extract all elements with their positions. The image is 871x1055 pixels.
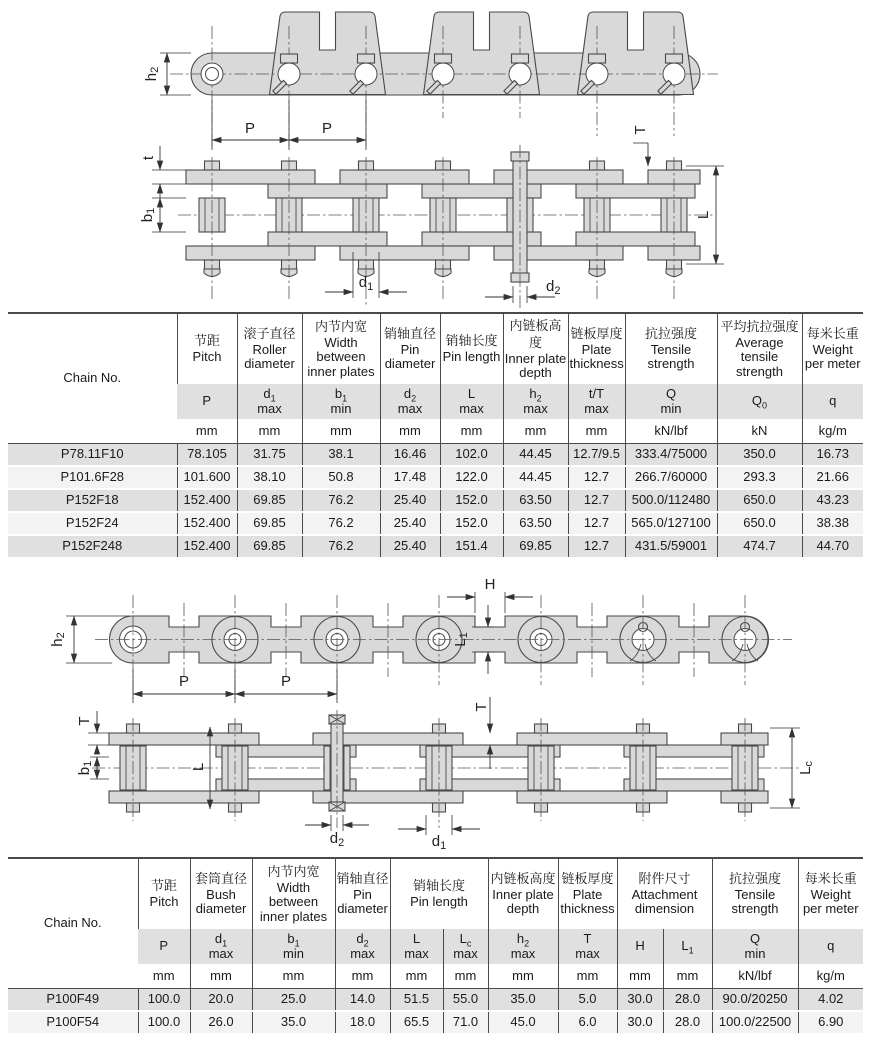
col-header (558, 858, 617, 929)
table-row (8, 989, 863, 1012)
dim-label-t: t (139, 155, 157, 161)
value-cell: 350.0 (717, 444, 802, 467)
value-cell: 28.0 (663, 989, 712, 1012)
col-symbol: q (802, 384, 863, 419)
col-header-zh: 每米长重 (806, 326, 859, 342)
col-unit: kN (717, 419, 802, 444)
spec-table-2 (8, 857, 863, 1035)
col-unit: mm (252, 964, 335, 989)
chain-no-cell: P101.6F28 (8, 466, 177, 489)
col-header-en: Plate thickness (569, 342, 624, 372)
col-header-en: Average tensile strength (735, 335, 784, 379)
col-header-en: Attachment dimension (631, 887, 698, 917)
col-symbol: t/T max (568, 384, 625, 419)
col-symbol: $d_1$ max (237, 384, 302, 419)
col-unit: mm (390, 964, 443, 989)
col-symbol: H (617, 929, 663, 964)
col-header-en: Pin length (410, 894, 468, 910)
value-cell: 43.23 (802, 489, 863, 512)
col-header (335, 858, 390, 929)
dim-label-L: L (189, 762, 207, 772)
col-header (302, 313, 380, 384)
value-cell: 16.46 (380, 444, 440, 467)
value-cell: 76.2 (302, 489, 380, 512)
col-header (617, 858, 712, 929)
value-cell: 500.0/112480 (625, 489, 717, 512)
chain-no-cell: P78.11F10 (8, 444, 177, 467)
table-row (8, 535, 863, 558)
value-cell: 152.0 (440, 512, 503, 535)
col-header-chain-no: Chain No. (8, 858, 138, 989)
value-cell: 152.0 (440, 489, 503, 512)
col-symbol: $Q_0$ (717, 384, 802, 419)
value-cell: 14.0 (335, 989, 390, 1012)
value-cell: 63.50 (503, 489, 568, 512)
value-cell: 31.75 (237, 444, 302, 467)
col-header-en: Pin diameter (384, 342, 436, 372)
col-symbol: Q min (625, 384, 717, 419)
col-unit: kg/m (802, 419, 863, 444)
value-cell: 25.40 (380, 535, 440, 558)
col-header-zh: 滚子直径 (243, 326, 296, 342)
value-cell: 122.0 (440, 466, 503, 489)
value-cell: 71.0 (443, 1011, 488, 1034)
value-cell: 101.600 (177, 466, 237, 489)
value-cell: 38.38 (802, 512, 863, 535)
value-cell: 63.50 (503, 512, 568, 535)
col-symbol: $b_1$ min (252, 929, 335, 964)
col-unit: mm (568, 419, 625, 444)
col-unit: mm (335, 964, 390, 989)
value-cell: 12.7 (568, 466, 625, 489)
value-cell: 152.400 (177, 489, 237, 512)
value-cell: 25.0 (252, 989, 335, 1012)
dim-T-mid (473, 697, 490, 769)
dim-pitch-2 (133, 669, 337, 703)
col-unit: mm (488, 964, 558, 989)
col-header-zh: 销轴直径 (336, 871, 389, 887)
value-cell: 12.7/9.5 (568, 444, 625, 467)
value-cell: 26.0 (190, 1011, 252, 1034)
dim-label-p2: P (321, 120, 333, 137)
dim-label-H: H (484, 576, 496, 593)
value-cell: 6.0 (558, 1011, 617, 1034)
col-header (568, 313, 625, 384)
col-symbol: $b_1$ min (302, 384, 380, 419)
value-cell: 474.7 (717, 535, 802, 558)
col-header-zh: 内链板高度 (509, 317, 562, 350)
dim-label-T: T (75, 716, 93, 726)
plan-view-plates (178, 170, 714, 260)
col-unit: mm (302, 419, 380, 444)
dim-label-p1: P (244, 120, 256, 137)
value-cell: 51.5 (390, 989, 443, 1012)
table-row (8, 512, 863, 535)
col-header-chain-no: Chain No. (8, 313, 177, 444)
chain-no-cell: P152F24 (8, 512, 177, 535)
table-row (8, 466, 863, 489)
value-cell: 69.85 (237, 535, 302, 558)
col-symbol: $L_1$ (663, 929, 712, 964)
col-header (440, 313, 503, 384)
dim-label-L: L (694, 210, 712, 220)
col-header (625, 313, 717, 384)
col-header (488, 858, 558, 929)
value-cell: 650.0 (717, 512, 802, 535)
col-header-zh: 销轴直径 (383, 326, 436, 342)
col-header-en: Pin length (442, 349, 501, 365)
col-header (798, 858, 863, 929)
value-cell: 100.0 (138, 1011, 190, 1034)
dim-label-L1: $L_1$ (451, 632, 470, 647)
table1-body (8, 444, 863, 559)
col-header-en: Roller diameter (244, 342, 295, 372)
table-row (8, 1011, 863, 1034)
dim-T-left (76, 711, 109, 752)
chain-no-cell: P152F248 (8, 535, 177, 558)
col-header (802, 313, 863, 384)
attachment-chain-diagram-1 (0, 0, 871, 312)
value-cell: 100.0 (138, 989, 190, 1012)
value-cell: 152.400 (177, 512, 237, 535)
header-name-row (8, 858, 863, 929)
value-cell: 17.48 (380, 466, 440, 489)
dim-label-T: T (631, 125, 649, 135)
col-symbol: Q min (712, 929, 798, 964)
col-symbol: q (798, 929, 863, 964)
col-header-en: Width between inner plates (259, 880, 328, 924)
dim-label-h2: $h_2$ (142, 66, 161, 82)
value-cell: 38.1 (302, 444, 380, 467)
col-header (177, 313, 237, 384)
value-cell: 431.5/59001 (625, 535, 717, 558)
col-header-en: Width between inner plates (307, 335, 375, 379)
col-header (237, 313, 302, 384)
col-symbol: $h_2$ max (488, 929, 558, 964)
value-cell: 5.0 (558, 989, 617, 1012)
value-cell: 45.0 (488, 1011, 558, 1034)
col-unit: kN/lbf (625, 419, 717, 444)
col-header-zh: 每米长重 (804, 871, 857, 887)
chain-no-cell: P152F18 (8, 489, 177, 512)
value-cell: 100.0/22500 (712, 1011, 798, 1034)
col-header (252, 858, 335, 929)
value-cell: 90.0/20250 (712, 989, 798, 1012)
col-header-en: Weight per meter (804, 342, 861, 372)
col-header-en: Plate thickness (560, 887, 615, 917)
dim-t (140, 146, 186, 208)
col-header (712, 858, 798, 929)
value-cell: 78.105 (177, 444, 237, 467)
table-row (8, 489, 863, 512)
table2-body (8, 989, 863, 1035)
dim-label-d2: $d_2$ (329, 830, 345, 849)
header-name-row (8, 313, 863, 384)
col-header-zh: 内节内宽 (314, 319, 367, 335)
col-header-zh: 平均抗拉强度 (720, 319, 799, 335)
value-cell: 69.85 (237, 512, 302, 535)
dim-label-Lc: $L_c$ (796, 761, 815, 775)
table-row (8, 444, 863, 467)
dim-label-d2: $d_2$ (546, 278, 561, 297)
value-cell: 25.40 (380, 512, 440, 535)
col-header-en: Tensile strength (647, 342, 695, 372)
col-header (190, 858, 252, 929)
value-cell: 55.0 (443, 989, 488, 1012)
value-cell: 102.0 (440, 444, 503, 467)
value-cell: 76.2 (302, 535, 380, 558)
col-header-en: Pin diameter (337, 887, 388, 917)
value-cell: 266.7/60000 (625, 466, 717, 489)
col-header-zh: 抗拉强度 (729, 871, 782, 887)
col-header (717, 313, 802, 384)
col-header-zh: 销轴长度 (413, 878, 466, 894)
col-header-en: Inner plate depth (492, 887, 554, 917)
value-cell: 44.45 (503, 444, 568, 467)
value-cell: 65.5 (390, 1011, 443, 1034)
col-symbol: $L_c$ max (443, 929, 488, 964)
dim-label-b1: $b_1$ (75, 760, 94, 776)
col-header-zh: 节距 (193, 333, 220, 349)
col-header-zh: 内链板高度 (490, 871, 556, 887)
dim-label-d1: $d_1$ (431, 833, 447, 851)
value-cell: 650.0 (717, 489, 802, 512)
col-header (138, 858, 190, 929)
value-cell: 44.70 (802, 535, 863, 558)
col-header-zh: 套筒直径 (194, 871, 247, 887)
col-header-zh: 节距 (150, 878, 177, 894)
value-cell: 69.85 (237, 489, 302, 512)
value-cell: 30.0 (617, 1011, 663, 1034)
value-cell: 293.3 (717, 466, 802, 489)
col-unit: mm (440, 419, 503, 444)
chain-no-cell: P100F54 (8, 1011, 138, 1034)
value-cell: 16.73 (802, 444, 863, 467)
col-header-en: Weight per meter (802, 887, 859, 917)
dim-pitch (212, 100, 366, 150)
spec-table-1 (8, 312, 863, 559)
value-cell: 21.66 (802, 466, 863, 489)
value-cell: 44.45 (503, 466, 568, 489)
value-cell: 50.8 (302, 466, 380, 489)
value-cell: 76.2 (302, 512, 380, 535)
col-symbol: $d_2$ max (335, 929, 390, 964)
value-cell: 4.02 (798, 989, 863, 1012)
value-cell: 28.0 (663, 1011, 712, 1034)
value-cell: 565.0/127100 (625, 512, 717, 535)
col-unit: mm (237, 419, 302, 444)
col-symbol: L max (440, 384, 503, 419)
col-header (390, 858, 488, 929)
col-unit: mm (558, 964, 617, 989)
col-header-zh: 链板厚度 (561, 871, 614, 887)
col-header-zh: 附件尺寸 (638, 871, 691, 887)
value-cell: 35.0 (488, 989, 558, 1012)
value-cell: 12.7 (568, 512, 625, 535)
dim-label-p2: P (280, 673, 292, 690)
value-cell: 30.0 (617, 989, 663, 1012)
value-cell: 151.4 (440, 535, 503, 558)
col-unit: mm (190, 964, 252, 989)
col-unit: mm (503, 419, 568, 444)
col-symbol: $d_1$ max (190, 929, 252, 964)
dim-h2 (143, 53, 191, 95)
col-header-en: Inner plate depth (504, 350, 567, 380)
col-symbol: $d_2$ max (380, 384, 440, 419)
notched-chain-diagram-2 (0, 573, 871, 851)
value-cell: 38.10 (237, 466, 302, 489)
col-symbol: T max (558, 929, 617, 964)
col-header (380, 313, 440, 384)
col-header-en: Pitch (192, 349, 222, 365)
chain-no-cell: P100F49 (8, 989, 138, 1012)
dim-label-T: T (472, 702, 490, 712)
col-header-en: Pitch (149, 894, 179, 910)
col-unit: mm (617, 964, 663, 989)
col-unit: mm (177, 419, 237, 444)
col-unit: mm (663, 964, 712, 989)
col-unit: mm (138, 964, 190, 989)
col-symbol: P (138, 929, 190, 964)
dim-label-b1: $b_1$ (138, 207, 157, 223)
value-cell: 69.85 (503, 535, 568, 558)
col-symbol: $h_2$ max (503, 384, 568, 419)
dim-label-d1: $d_1$ (358, 274, 374, 293)
dim-label-p1: P (178, 673, 190, 690)
col-header-en: Tensile strength (731, 887, 779, 917)
dim-H (447, 576, 533, 613)
value-cell: 25.40 (380, 489, 440, 512)
col-header-zh: 链板厚度 (570, 326, 623, 342)
value-cell: 6.90 (798, 1011, 863, 1034)
col-unit: kg/m (798, 964, 863, 989)
dim-T (632, 125, 649, 166)
col-header-zh: 内节内宽 (267, 864, 320, 880)
col-symbol: P (177, 384, 237, 419)
col-unit: mm (380, 419, 440, 444)
value-cell: 20.0 (190, 989, 252, 1012)
value-cell: 333.4/75000 (625, 444, 717, 467)
value-cell: 35.0 (252, 1011, 335, 1034)
dim-label-h2: $h_2$ (48, 632, 67, 647)
value-cell: 18.0 (335, 1011, 390, 1034)
col-header-en: Bush diameter (195, 887, 247, 917)
col-symbol: L max (390, 929, 443, 964)
col-header (503, 313, 568, 384)
value-cell: 12.7 (568, 489, 625, 512)
value-cell: 152.400 (177, 535, 237, 558)
col-header-zh: 抗拉强度 (644, 326, 697, 342)
col-unit: kN/lbf (712, 964, 798, 989)
col-unit: mm (443, 964, 488, 989)
col-header-zh: 销轴长度 (445, 333, 498, 349)
value-cell: 12.7 (568, 535, 625, 558)
